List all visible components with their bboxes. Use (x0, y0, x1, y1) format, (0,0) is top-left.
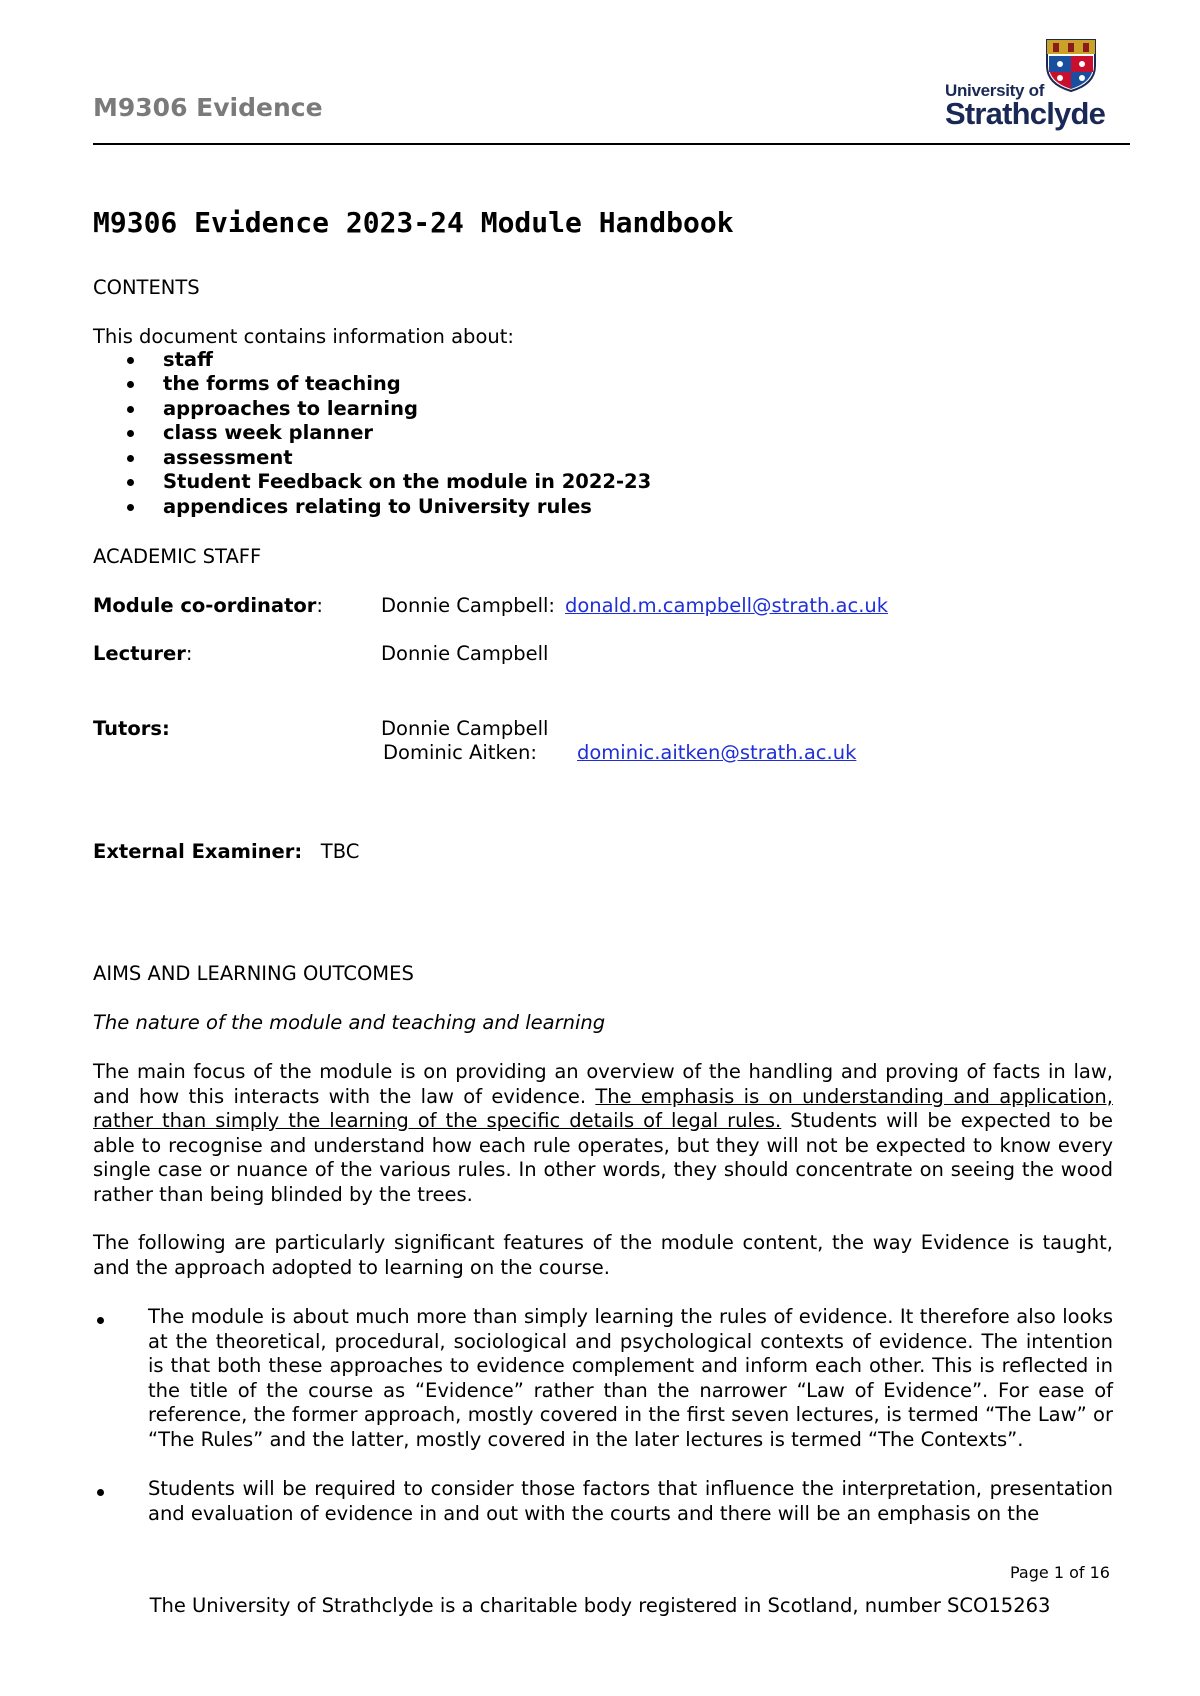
aims-heading: AIMS AND LEARNING OUTCOMES (93, 962, 414, 985)
contents-item: assessment (163, 446, 293, 469)
bullet-icon (127, 479, 134, 486)
features-bullet: The module is about much more than simply learning the rules of evidence. It therefore also looks at the theoretical, procedural, sociological and psychological contexts of evidence. The intention is that both these approaches to evidence complement and inform each other. This is reflected in the title of the course as “Evidence” rather than the narrower “Law of Evidence”. For ease of reference, the former approach, mostly covered in the first seven lectures, is termed “The Law” or “The Rules” and the latter, mostly covered in the later lectures is termed “The Contexts”. (148, 1305, 1113, 1451)
contents-item: Student Feedback on the module in 2022-23 (163, 470, 652, 493)
page-number: Page 1 of 16 (1010, 1563, 1110, 1582)
bullet-icon (127, 504, 134, 511)
logo-line-strathclyde: Strathclyde (945, 96, 1106, 131)
aims-paragraph-text: Students will be expected to be able to recognise and understand how each rule operates, but they will not be expected to know every single case or nuance of the various rules. In other words, they should concentrate on seeing the wood rather than being blinded by the trees. (93, 1109, 1113, 1206)
features-bullet: Students will be required to consider those factors that influence the interpretation, presentation and evaluation of evidence in and out with the courts and there will be an emphasis on the (148, 1477, 1113, 1525)
contents-item: approaches to learning (163, 397, 418, 420)
external-examiner-label: External Examiner: (93, 840, 303, 863)
bullet-icon (127, 455, 134, 462)
aims-paragraph-text: The main focus of the module is on providing an overview of the handling and proving of facts in law, and how this interacts with the law of evidence. (93, 1060, 1113, 1108)
coordinator-label-row: Module co-ordinator: (93, 594, 323, 617)
external-examiner-row (93, 840, 359, 863)
contents-item: the forms of teaching (163, 372, 401, 395)
footer-text: The University of Strathclyde is a charitable body registered in Scotland, number SCO15263 (149, 1594, 1051, 1617)
external-examiner-value: TBC (320, 840, 360, 863)
lecturer-label-row: Lecturer: (93, 642, 193, 665)
contents-item: class week planner (163, 421, 374, 444)
logo-line-university-of: University of (945, 81, 1045, 100)
bullet-icon (127, 406, 134, 413)
contents-heading: CONTENTS (93, 276, 200, 299)
tutor-email-link[interactable]: dominic.aitken@strath.ac.uk (577, 741, 857, 764)
crest-icon (1043, 36, 1099, 92)
aims-subheading: The nature of the module and teaching and learning (93, 1011, 606, 1034)
bullet-icon (127, 357, 134, 364)
header-divider (93, 143, 1130, 145)
tutor-name: Dominic Aitken: (383, 741, 537, 764)
coordinator-label: Module co-ordinator (93, 594, 317, 617)
coordinator-name: Donnie Campbell: (381, 594, 555, 617)
contents-intro: This document contains information about: (93, 325, 514, 348)
tutor-name: Donnie Campbell (381, 717, 549, 740)
aims-paragraph-emphasis: The emphasis is on understanding and application, rather than simply the learning of the specific details of legal rules. (93, 1084, 1113, 1132)
lecturer-name: Donnie Campbell (381, 642, 549, 665)
bullet-icon (97, 1317, 104, 1324)
running-header-title: M9306 Evidence (93, 93, 323, 122)
tutors-label: Tutors: (93, 717, 170, 740)
university-logo (945, 36, 1115, 136)
staff-heading: ACADEMIC STAFF (93, 545, 262, 568)
bullet-icon (97, 1489, 104, 1496)
lecturer-label: Lecturer (93, 642, 186, 665)
contents-item: staff (163, 348, 213, 371)
coordinator-email-link[interactable]: donald.m.campbell@strath.ac.uk (565, 594, 889, 617)
features-paragraph: The following are particularly significant features of the module content, the way Evidence is taught, and the approach adopted to learning on the course. (93, 1231, 1113, 1279)
document-title: M9306 Evidence 2023-24 Module Handbook (93, 206, 734, 239)
aims-paragraph (93, 1060, 1113, 1207)
bullet-icon (127, 430, 134, 437)
contents-item: appendices relating to University rules (163, 495, 592, 518)
bullet-icon (127, 381, 134, 388)
